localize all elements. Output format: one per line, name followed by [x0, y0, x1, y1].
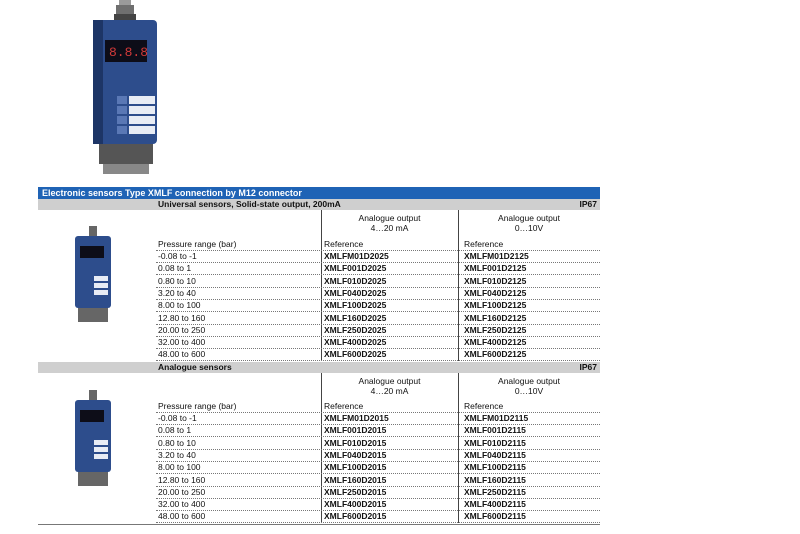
reference-cell: XMLF600D2025	[324, 349, 387, 360]
range-header: Pressure range (bar)	[158, 401, 237, 411]
section-title: Universal sensors, Solid-state output, 200mA	[158, 199, 341, 209]
svg-text:8.8.8: 8.8.8	[109, 45, 149, 60]
section-title: Analogue sensors	[158, 362, 232, 372]
pressure-sensor-photo	[85, 0, 165, 175]
pressure-range-cell: 32.00 to 400	[158, 499, 206, 510]
reference-cell: XMLF010D2115	[464, 437, 526, 448]
reference-header: Reference	[464, 239, 504, 249]
catalog-header: Electronic sensors Type XMLF connection by M12 connector	[38, 187, 600, 199]
col-title: Analogue output	[358, 376, 421, 386]
pressure-range-cell: 20.00 to 250	[158, 486, 206, 497]
reference-cell: XMLFM01D2025	[324, 251, 389, 261]
reference-cell: XMLF001D2015	[324, 425, 387, 436]
col-title: Analogue output	[498, 376, 560, 386]
col-subtitle: 0…10V	[514, 386, 544, 396]
range-header: Pressure range (bar)	[158, 239, 237, 249]
col-title: Analogue output	[498, 213, 560, 223]
pressure-range-cell: 0.80 to 10	[158, 437, 196, 448]
pressure-range-cell: 20.00 to 250	[158, 324, 206, 335]
section-bar	[38, 199, 600, 210]
reference-cell: XMLF400D2025	[324, 337, 387, 348]
pressure-range-cell: 32.00 to 400	[158, 337, 206, 348]
pressure-range-cell: 12.80 to 160	[158, 312, 206, 323]
pressure-range-cell: 8.00 to 100	[158, 462, 201, 473]
pressure-range-cell: 3.20 to 40	[158, 449, 196, 460]
reference-cell: XMLF040D2115	[464, 449, 526, 460]
reference-cell: XMLF100D2125	[464, 300, 527, 311]
pressure-sensor-thumbnail	[70, 226, 116, 326]
reference-cell: XMLF040D2015	[324, 449, 387, 460]
pressure-range-cell: 48.00 to 600	[158, 511, 206, 522]
reference-cell: XMLF160D2015	[324, 474, 387, 485]
reference-cell: XMLFM01D2015	[324, 413, 389, 423]
reference-cell: XMLF100D2015	[324, 462, 387, 473]
col-subtitle: 4…20 mA	[370, 386, 409, 396]
reference-cell: XMLF600D2115	[464, 511, 526, 522]
reference-cell: XMLF400D2125	[464, 337, 527, 348]
reference-cell: XMLF600D2015	[324, 511, 387, 522]
reference-cell: XMLF001D2125	[464, 263, 527, 274]
reference-cell: XMLF250D2015	[324, 486, 387, 497]
reference-cell: XMLF250D2115	[464, 486, 526, 497]
pressure-range-cell: 8.00 to 100	[158, 300, 201, 311]
reference-cell: XMLF040D2025	[324, 287, 387, 298]
reference-cell: XMLF160D2125	[464, 312, 527, 323]
reference-cell: XMLF250D2125	[464, 324, 527, 335]
pressure-range-cell: 48.00 to 600	[158, 349, 206, 360]
reference-cell: XMLF400D2115	[464, 499, 526, 510]
section-bar	[38, 362, 600, 373]
pressure-range-cell: 3.20 to 40	[158, 287, 196, 298]
pressure-range-cell: 0.08 to 1	[158, 263, 192, 274]
reference-cell: XMLF010D2015	[324, 437, 387, 448]
reference-cell: XMLF160D2115	[464, 474, 526, 485]
reference-header: Reference	[464, 401, 504, 411]
col-subtitle: 0…10V	[514, 223, 544, 233]
pressure-sensor-thumbnail	[70, 390, 116, 490]
reference-cell: XMLF100D2025	[324, 300, 387, 311]
col-title: Analogue output	[358, 213, 421, 223]
pressure-range-cell: -0.08 to -1	[158, 251, 197, 261]
pressure-range-cell: -0.08 to -1	[158, 413, 197, 423]
reference-cell: XMLF010D2125	[464, 275, 527, 286]
reference-cell: XMLFM01D2115	[464, 413, 529, 423]
pressure-range-cell: 12.80 to 160	[158, 474, 206, 485]
reference-cell: XMLF100D2115	[464, 462, 526, 473]
pressure-range-cell: 0.08 to 1	[158, 425, 192, 436]
reference-header: Reference	[324, 401, 364, 411]
ip-rating: IP67	[579, 199, 597, 209]
col-subtitle: 4…20 mA	[370, 223, 409, 233]
ip-rating: IP67	[579, 362, 597, 372]
reference-cell: XMLF040D2125	[464, 287, 527, 298]
reference-cell: XMLF001D2025	[324, 263, 387, 274]
reference-cell: XMLF400D2015	[324, 499, 387, 510]
reference-header: Reference	[324, 239, 364, 249]
reference-cell: XMLF160D2025	[324, 312, 387, 323]
reference-cell: XMLFM01D2125	[464, 251, 529, 261]
reference-cell: XMLF250D2025	[324, 324, 387, 335]
reference-cell: XMLF010D2025	[324, 275, 387, 286]
pressure-range-cell: 0.80 to 10	[158, 275, 196, 286]
reference-cell: XMLF600D2125	[464, 349, 527, 360]
reference-cell: XMLF001D2115	[464, 425, 526, 436]
